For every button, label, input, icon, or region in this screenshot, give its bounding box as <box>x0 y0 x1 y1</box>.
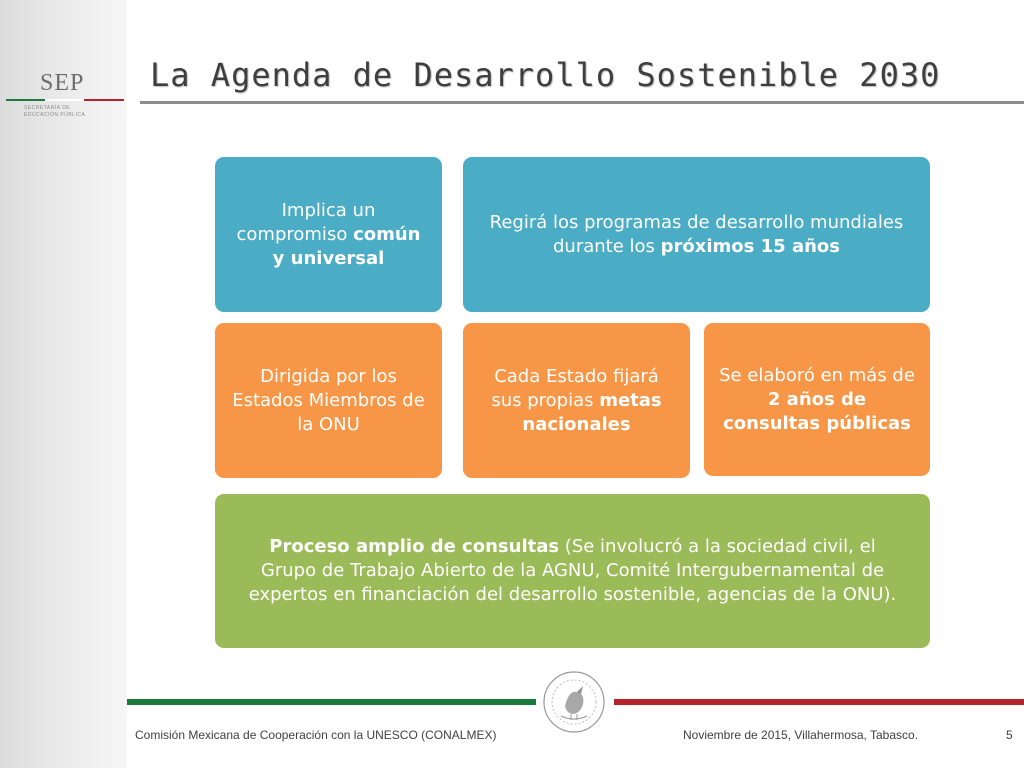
box-text-post: (Se involucró a la sociedad civil, el Grupo de Trabajo Abierto de la AGNU, Comité Intergubernamental de expertos en financiación del desarrollo sostenible, agencias de la ONU). <box>248 536 897 605</box>
box-metas-nacionales <box>463 323 690 478</box>
box-text-bold: 2 años de consultas públicas <box>723 388 911 434</box>
box-consultas-publicas <box>704 323 930 476</box>
box-text-pre: Implica un compromiso <box>236 199 376 245</box>
title-underline <box>140 101 1024 104</box>
slide-title: La Agenda de Desarrollo Sostenible 2030 <box>150 56 941 94</box>
footer-red-bar <box>614 699 1024 705</box>
box-text-pre: Se elaboró en más de <box>719 364 915 386</box>
box-proceso-consultas-text <box>239 535 906 607</box>
logo-acronym: SEP <box>40 70 85 96</box>
box-text-pre: Regirá los programas de desarrollo mundiales durante los <box>489 211 904 257</box>
footer-green-bar <box>127 699 536 705</box>
box-proceso-consultas <box>215 494 930 648</box>
footer-date-location: Noviembre de 2015, Villahermosa, Tabasco. <box>683 728 919 742</box>
mexican-coat-of-arms-icon <box>541 668 607 736</box>
box-programas <box>463 157 930 312</box>
sep-logo <box>6 70 124 122</box>
box-compromiso <box>215 157 442 312</box>
box-estados-miembros-text <box>229 365 428 437</box>
box-text-bold: Proceso amplio de consultas <box>269 536 560 557</box>
box-compromiso-text <box>229 199 428 271</box>
logo-subtitle <box>24 105 114 119</box>
footer-organization: Comisión Mexicana de Cooperación con la UNESCO (CONALMEX) <box>135 728 497 742</box>
box-estados-miembros <box>215 323 442 478</box>
box-text-bold: metas nacionales <box>522 389 662 435</box>
logo-subtitle-line1: SECRETARÍA DE <box>24 105 71 111</box>
box-text-bold: próximos 15 años <box>660 235 840 257</box>
box-text-pre: Dirigida por los Estados Miembros de la ONU <box>232 365 425 435</box>
logo-tricolor-line <box>6 99 124 101</box>
page-number: 5 <box>1006 728 1013 742</box>
box-programas-text <box>477 211 916 259</box>
logo-subtitle-line2: EDUCACIÓN PÚBLICA <box>24 112 86 118</box>
box-consultas-publicas-text <box>718 364 916 436</box>
box-text-pre: Cada Estado fijará sus propias <box>491 365 659 411</box>
box-metas-nacionales-text <box>477 365 676 437</box>
box-text-bold: común y universal <box>272 223 421 269</box>
